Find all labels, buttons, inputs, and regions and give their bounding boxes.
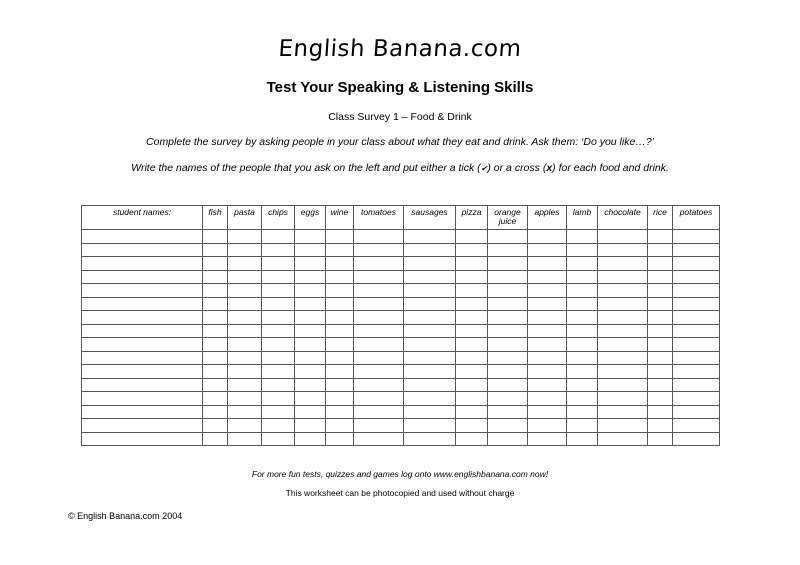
answer-cell[interactable] (295, 284, 326, 298)
answer-cell[interactable] (295, 243, 326, 257)
answer-cell[interactable] (295, 257, 326, 271)
answer-cell[interactable] (567, 257, 598, 271)
answer-cell[interactable] (404, 365, 456, 379)
answer-cell[interactable] (598, 351, 648, 365)
answer-cell[interactable] (488, 257, 528, 271)
answer-cell[interactable] (528, 230, 567, 244)
answer-cell[interactable] (262, 284, 295, 298)
answer-cell[interactable] (567, 432, 598, 446)
answer-cell[interactable] (673, 324, 720, 338)
answer-cell[interactable] (598, 243, 648, 257)
answer-cell[interactable] (648, 311, 673, 325)
answer-cell[interactable] (326, 297, 354, 311)
answer-cell[interactable] (262, 378, 295, 392)
answer-cell[interactable] (598, 405, 648, 419)
answer-cell[interactable] (354, 351, 404, 365)
table-row (82, 297, 720, 311)
answer-cell[interactable] (354, 419, 404, 433)
answer-cell[interactable] (228, 365, 262, 379)
answer-cell[interactable] (262, 432, 295, 446)
table-row (82, 257, 720, 271)
answer-cell[interactable] (488, 392, 528, 406)
answer-cell[interactable] (203, 351, 228, 365)
answer-cell[interactable] (404, 270, 456, 284)
answer-cell[interactable] (295, 324, 326, 338)
answer-cell[interactable] (567, 405, 598, 419)
answer-cell[interactable] (456, 230, 488, 244)
answer-cell[interactable] (326, 419, 354, 433)
column-header-rice: rice (648, 206, 673, 230)
answer-cell[interactable] (262, 324, 295, 338)
answer-cell[interactable] (203, 311, 228, 325)
answer-cell[interactable] (673, 432, 720, 446)
answer-cell[interactable] (673, 243, 720, 257)
answer-cell[interactable] (203, 230, 228, 244)
answer-cell[interactable] (648, 365, 673, 379)
answer-cell[interactable] (203, 365, 228, 379)
answer-cell[interactable] (203, 432, 228, 446)
answer-cell[interactable] (326, 432, 354, 446)
table-row (82, 378, 720, 392)
tick-icon: ✔ (480, 164, 488, 173)
student-name-cell[interactable] (82, 284, 203, 298)
answer-cell[interactable] (528, 243, 567, 257)
answer-cell[interactable] (456, 311, 488, 325)
answer-cell[interactable] (228, 270, 262, 284)
student-name-cell[interactable] (82, 297, 203, 311)
column-header-tomatoes: tomatoes (354, 206, 404, 230)
student-name-cell[interactable] (82, 324, 203, 338)
answer-cell[interactable] (228, 392, 262, 406)
answer-cell[interactable] (648, 284, 673, 298)
answer-cell[interactable] (528, 432, 567, 446)
answer-cell[interactable] (404, 432, 456, 446)
table-row (82, 392, 720, 406)
answer-cell[interactable] (404, 311, 456, 325)
answer-cell[interactable] (456, 284, 488, 298)
answer-cell[interactable] (598, 378, 648, 392)
answer-cell[interactable] (228, 351, 262, 365)
column-header-orange-juice: orange juice (488, 206, 528, 230)
student-name-cell[interactable] (82, 243, 203, 257)
answer-cell[interactable] (228, 419, 262, 433)
answer-cell[interactable] (528, 324, 567, 338)
answer-cell[interactable] (567, 365, 598, 379)
student-name-cell[interactable] (82, 338, 203, 352)
answer-cell[interactable] (488, 405, 528, 419)
answer-cell[interactable] (648, 324, 673, 338)
answer-cell[interactable] (228, 284, 262, 298)
table-row (82, 284, 720, 298)
student-name-cell[interactable] (82, 432, 203, 446)
answer-cell[interactable] (404, 297, 456, 311)
student-name-cell[interactable] (82, 257, 203, 271)
answer-cell[interactable] (228, 378, 262, 392)
answer-cell[interactable] (404, 257, 456, 271)
answer-cell[interactable] (528, 365, 567, 379)
student-name-cell[interactable] (82, 230, 203, 244)
table-row (82, 270, 720, 284)
photocopy-notice: This worksheet can be photocopied and used without charge (285, 488, 515, 498)
answer-cell[interactable] (456, 270, 488, 284)
column-header-lamb: lamb (567, 206, 598, 230)
answer-cell[interactable] (326, 324, 354, 338)
student-name-cell[interactable] (82, 378, 203, 392)
student-name-cell[interactable] (82, 365, 203, 379)
answer-cell[interactable] (598, 392, 648, 406)
cross-icon: x (546, 162, 553, 174)
answer-cell[interactable] (567, 324, 598, 338)
answer-cell[interactable] (203, 405, 228, 419)
answer-cell[interactable] (598, 365, 648, 379)
answer-cell[interactable] (488, 351, 528, 365)
answer-cell[interactable] (648, 297, 673, 311)
answer-cell[interactable] (567, 392, 598, 406)
answer-cell[interactable] (262, 257, 295, 271)
instruction-text: Write the names of the people that you ask on the left and put either a tick ( (131, 162, 481, 174)
answer-cell[interactable] (567, 419, 598, 433)
answer-cell[interactable] (673, 297, 720, 311)
student-name-cell[interactable] (82, 270, 203, 284)
answer-cell[interactable] (295, 351, 326, 365)
answer-cell[interactable] (567, 338, 598, 352)
answer-cell[interactable] (203, 297, 228, 311)
answer-cell[interactable] (354, 257, 404, 271)
student-name-cell[interactable] (82, 311, 203, 325)
answer-cell[interactable] (354, 243, 404, 257)
page-subtitle: Class Survey 1 – Food & Drink (328, 111, 472, 123)
answer-cell[interactable] (228, 311, 262, 325)
answer-cell[interactable] (567, 378, 598, 392)
answer-cell[interactable] (648, 243, 673, 257)
answer-cell[interactable] (456, 432, 488, 446)
answer-cell[interactable] (262, 351, 295, 365)
column-header-apples: apples (528, 206, 567, 230)
answer-cell[interactable] (528, 378, 567, 392)
answer-cell[interactable] (648, 405, 673, 419)
answer-cell[interactable] (326, 230, 354, 244)
answer-cell[interactable] (295, 432, 326, 446)
answer-cell[interactable] (228, 257, 262, 271)
answer-cell[interactable] (404, 338, 456, 352)
answer-cell[interactable] (488, 297, 528, 311)
answer-cell[interactable] (326, 378, 354, 392)
answer-cell[interactable] (488, 419, 528, 433)
answer-cell[interactable] (354, 338, 404, 352)
answer-cell[interactable] (488, 243, 528, 257)
answer-cell[interactable] (354, 378, 404, 392)
answer-cell[interactable] (673, 338, 720, 352)
answer-cell[interactable] (598, 230, 648, 244)
column-header-pasta: pasta (228, 206, 262, 230)
answer-cell[interactable] (228, 432, 262, 446)
answer-cell[interactable] (673, 257, 720, 271)
table-row (82, 230, 720, 244)
column-header-potatoes: potatoes (673, 206, 720, 230)
answer-cell[interactable] (648, 338, 673, 352)
answer-cell[interactable] (404, 378, 456, 392)
answer-cell[interactable] (488, 284, 528, 298)
column-header-chocolate: chocolate (598, 206, 648, 230)
answer-cell[interactable] (295, 338, 326, 352)
answer-cell[interactable] (648, 351, 673, 365)
answer-cell[interactable] (326, 338, 354, 352)
answer-cell[interactable] (598, 324, 648, 338)
answer-cell[interactable] (354, 270, 404, 284)
answer-cell[interactable] (326, 351, 354, 365)
column-header-fish: fish (203, 206, 228, 230)
answer-cell[interactable] (295, 392, 326, 406)
answer-cell[interactable] (673, 392, 720, 406)
answer-cell[interactable] (354, 324, 404, 338)
answer-cell[interactable] (456, 392, 488, 406)
answer-cell[interactable] (262, 338, 295, 352)
answer-cell[interactable] (598, 311, 648, 325)
answer-cell[interactable] (404, 405, 456, 419)
instruction-text: ) or a cross ( (487, 162, 547, 174)
answer-cell[interactable] (567, 230, 598, 244)
answer-cell[interactable] (354, 392, 404, 406)
answer-cell[interactable] (228, 297, 262, 311)
answer-cell[interactable] (528, 284, 567, 298)
column-header-pizza: pizza (456, 206, 488, 230)
table-row (82, 338, 720, 352)
answer-cell[interactable] (404, 230, 456, 244)
answer-cell[interactable] (488, 338, 528, 352)
answer-cell[interactable] (456, 405, 488, 419)
answer-cell[interactable] (648, 432, 673, 446)
answer-cell[interactable] (404, 284, 456, 298)
answer-cell[interactable] (404, 324, 456, 338)
answer-cell[interactable] (528, 351, 567, 365)
column-header-eggs: eggs (295, 206, 326, 230)
table-row (82, 243, 720, 257)
answer-cell[interactable] (488, 432, 528, 446)
answer-cell[interactable] (404, 419, 456, 433)
answer-cell[interactable] (456, 297, 488, 311)
answer-cell[interactable] (326, 365, 354, 379)
answer-cell[interactable] (262, 392, 295, 406)
answer-cell[interactable] (598, 270, 648, 284)
answer-cell[interactable] (262, 230, 295, 244)
answer-cell[interactable] (673, 365, 720, 379)
answer-cell[interactable] (456, 419, 488, 433)
survey-table (81, 205, 720, 446)
answer-cell[interactable] (228, 230, 262, 244)
answer-cell[interactable] (673, 378, 720, 392)
answer-cell[interactable] (598, 284, 648, 298)
answer-cell[interactable] (488, 378, 528, 392)
answer-cell[interactable] (354, 311, 404, 325)
student-name-cell[interactable] (82, 351, 203, 365)
answer-cell[interactable] (488, 311, 528, 325)
answer-cell[interactable] (354, 284, 404, 298)
answer-cell[interactable] (673, 284, 720, 298)
answer-cell[interactable] (262, 365, 295, 379)
answer-cell[interactable] (567, 351, 598, 365)
answer-cell[interactable] (456, 324, 488, 338)
table-row (82, 432, 720, 446)
answer-cell[interactable] (404, 351, 456, 365)
answer-cell[interactable] (295, 311, 326, 325)
answer-cell[interactable] (203, 257, 228, 271)
answer-cell[interactable] (456, 365, 488, 379)
answer-cell[interactable] (295, 270, 326, 284)
answer-cell[interactable] (528, 405, 567, 419)
answer-cell[interactable] (528, 257, 567, 271)
student-name-cell[interactable] (82, 392, 203, 406)
answer-cell[interactable] (456, 378, 488, 392)
answer-cell[interactable] (648, 378, 673, 392)
answer-cell[interactable] (404, 243, 456, 257)
answer-cell[interactable] (203, 338, 228, 352)
answer-cell[interactable] (326, 270, 354, 284)
answer-cell[interactable] (203, 243, 228, 257)
answer-cell[interactable] (354, 297, 404, 311)
answer-cell[interactable] (673, 270, 720, 284)
answer-cell[interactable] (295, 297, 326, 311)
answer-cell[interactable] (203, 270, 228, 284)
answer-cell[interactable] (567, 311, 598, 325)
answer-cell[interactable] (354, 230, 404, 244)
answer-cell[interactable] (262, 419, 295, 433)
answer-cell[interactable] (295, 405, 326, 419)
answer-cell[interactable] (488, 365, 528, 379)
answer-cell[interactable] (262, 311, 295, 325)
answer-cell[interactable] (648, 392, 673, 406)
answer-cell[interactable] (598, 338, 648, 352)
answer-cell[interactable] (354, 432, 404, 446)
answer-cell[interactable] (262, 243, 295, 257)
table-row (82, 311, 720, 325)
answer-cell[interactable] (354, 365, 404, 379)
brand-logo: English Banana.com (277, 36, 523, 62)
promo-text: For more fun tests, quizzes and games log onto www.englishbanana.com now! (251, 469, 549, 479)
answer-cell[interactable] (648, 230, 673, 244)
answer-cell[interactable] (326, 284, 354, 298)
answer-cell[interactable] (326, 243, 354, 257)
answer-cell[interactable] (262, 405, 295, 419)
answer-cell[interactable] (295, 378, 326, 392)
answer-cell[interactable] (528, 270, 567, 284)
answer-cell[interactable] (648, 270, 673, 284)
answer-cell[interactable] (488, 324, 528, 338)
student-name-cell[interactable] (82, 405, 203, 419)
answer-cell[interactable] (326, 392, 354, 406)
answer-cell[interactable] (488, 270, 528, 284)
page-title: Test Your Speaking & Listening Skills (266, 79, 534, 96)
answer-cell[interactable] (648, 419, 673, 433)
answer-cell[interactable] (598, 419, 648, 433)
copyright: © English Banana.com 2004 (68, 511, 183, 521)
column-header-chips: chips (262, 206, 295, 230)
instruction-line-1: Complete the survey by asking people in your class about what they eat and drink. Ask them: ‘Do you like…?’ (146, 136, 654, 148)
table-row (82, 324, 720, 338)
table-row (82, 405, 720, 419)
answer-cell[interactable] (598, 257, 648, 271)
instruction-line-2 (0, 162, 800, 174)
answer-cell[interactable] (456, 351, 488, 365)
answer-cell[interactable] (673, 351, 720, 365)
answer-cell[interactable] (488, 230, 528, 244)
answer-cell[interactable] (404, 392, 456, 406)
answer-cell[interactable] (228, 405, 262, 419)
answer-cell[interactable] (598, 432, 648, 446)
answer-cell[interactable] (295, 365, 326, 379)
answer-cell[interactable] (228, 338, 262, 352)
table-row (82, 351, 720, 365)
answer-cell[interactable] (203, 324, 228, 338)
answer-cell[interactable] (262, 270, 295, 284)
answer-cell[interactable] (528, 297, 567, 311)
answer-cell[interactable] (567, 270, 598, 284)
answer-cell[interactable] (456, 338, 488, 352)
answer-cell[interactable] (326, 257, 354, 271)
answer-cell[interactable] (648, 257, 673, 271)
answer-cell[interactable] (528, 419, 567, 433)
table-header-row (82, 206, 720, 230)
answer-cell[interactable] (673, 405, 720, 419)
answer-cell[interactable] (673, 230, 720, 244)
answer-cell[interactable] (354, 405, 404, 419)
answer-cell[interactable] (326, 405, 354, 419)
answer-cell[interactable] (528, 338, 567, 352)
instruction-text: ) for each food and drink. (552, 162, 669, 174)
answer-cell[interactable] (567, 297, 598, 311)
answer-cell[interactable] (203, 392, 228, 406)
student-name-cell[interactable] (82, 419, 203, 433)
answer-cell[interactable] (528, 311, 567, 325)
answer-cell[interactable] (228, 243, 262, 257)
table-row (82, 419, 720, 433)
answer-cell[interactable] (295, 230, 326, 244)
answer-cell[interactable] (295, 419, 326, 433)
answer-cell[interactable] (673, 311, 720, 325)
answer-cell[interactable] (262, 297, 295, 311)
table-row (82, 365, 720, 379)
answer-cell[interactable] (203, 378, 228, 392)
answer-cell[interactable] (203, 419, 228, 433)
answer-cell[interactable] (456, 257, 488, 271)
answer-cell[interactable] (228, 324, 262, 338)
answer-cell[interactable] (203, 284, 228, 298)
answer-cell[interactable] (567, 284, 598, 298)
column-header-student-names: student names: (82, 206, 203, 230)
answer-cell[interactable] (456, 243, 488, 257)
column-header-wine: wine (326, 206, 354, 230)
answer-cell[interactable] (567, 243, 598, 257)
answer-cell[interactable] (673, 419, 720, 433)
answer-cell[interactable] (598, 297, 648, 311)
answer-cell[interactable] (326, 311, 354, 325)
column-header-sausages: sausages (404, 206, 456, 230)
answer-cell[interactable] (528, 392, 567, 406)
